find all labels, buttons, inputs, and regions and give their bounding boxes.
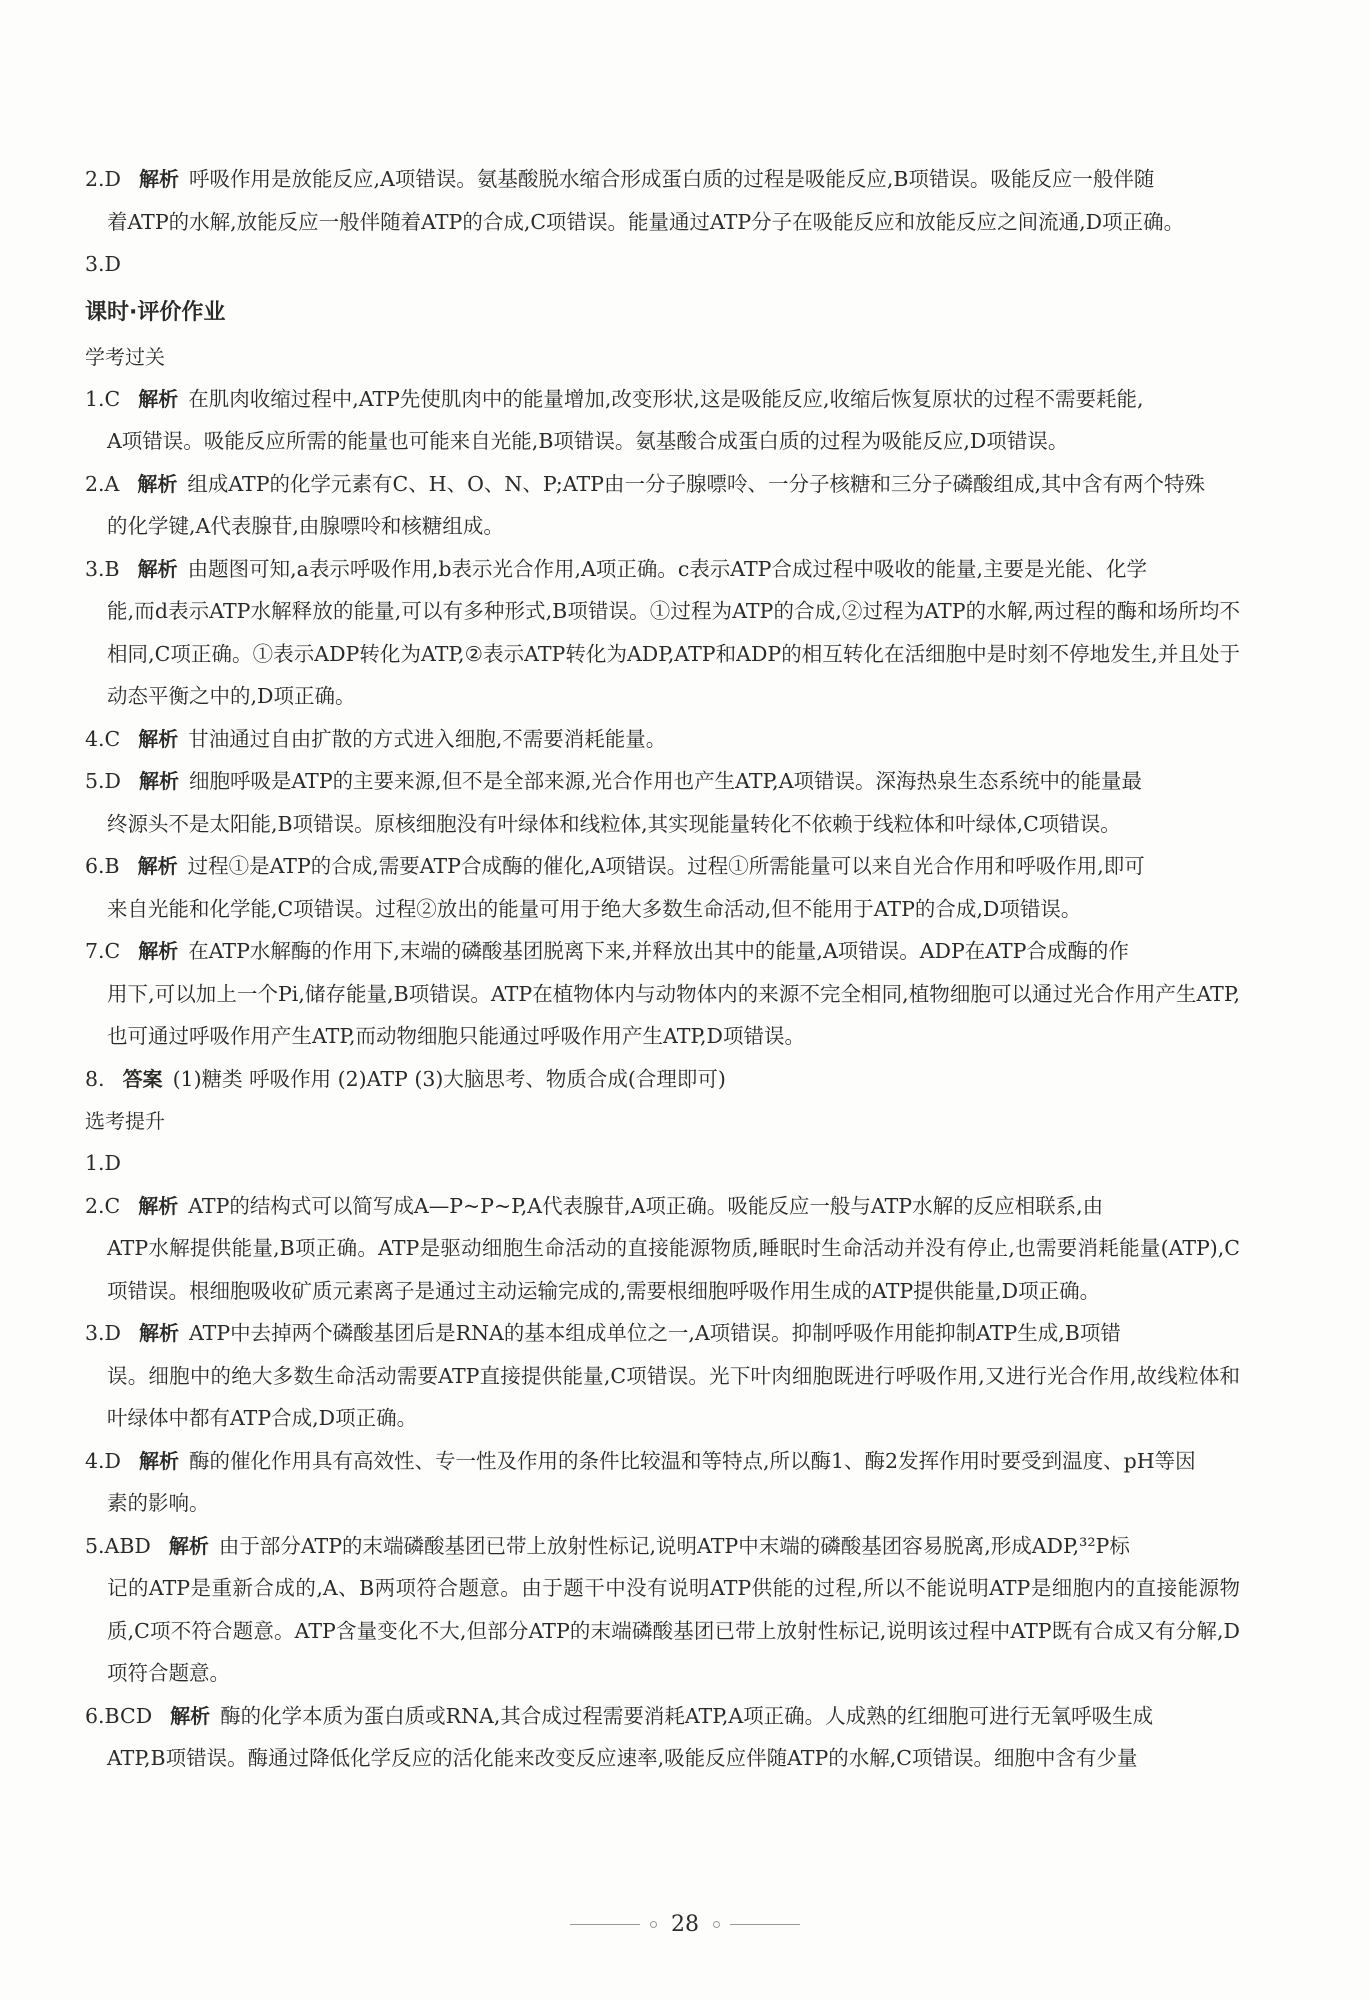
item-keyword: 解析 bbox=[139, 1321, 179, 1345]
item-text: 由于部分ATP的末端磷酸基团已带上放射性标记,说明ATP中末端的磷酸基团容易脱离,形成ADP,³²P标 bbox=[218, 1533, 1130, 1558]
item-text-continued: 记的ATP是重新合成的,A、B两项符合题意。由于题干中没有说明ATP供能的过程,所以不能说明ATP是细胞内的直接能源物质,C项不符合题意。ATP含量变化不大,但部分ATP的末端磷酸基团已带上放射性标记,说明该过程中ATP既有合成又有分解,D项符合题意。 bbox=[107, 1576, 1240, 1685]
answer-item bbox=[85, 930, 1240, 1058]
footer-dot-left bbox=[650, 1921, 657, 1928]
item-text-continued: ATP水解提供能量,B项正确。ATP是驱动细胞生命活动的直接能源物质,睡眠时生命活动并没有停止,也需要消耗能量(ATP),C项错误。根细胞吸收矿质元素离子是通过主动运输完成的,需要根细胞呼吸作用生成的ATP提供能量,D项正确。 bbox=[107, 1236, 1240, 1303]
item-text: 在ATP水解酶的作用下,末端的磷酸基团脱离下来,并释放出其中的能量,A项错误。ADP在ATP合成酶的作 bbox=[188, 939, 1129, 963]
answer-item bbox=[85, 1312, 1240, 1440]
item-number: 1.C bbox=[85, 386, 121, 411]
answer-item bbox=[85, 378, 1240, 463]
item-text-continued: 用下,可以加上一个Pi,储存能量,B项错误。ATP在植物体内与动物体内的来源不完全相同,植物细胞可以通过光合作用产生ATP,也可通过呼吸作用产生ATP,而动物细胞只能通过呼吸作用产生ATP,D项错误。 bbox=[107, 981, 1240, 1048]
item-keyword: 答案 bbox=[122, 1066, 163, 1091]
item-number: 8. bbox=[85, 1066, 105, 1091]
item-keyword: 解析 bbox=[170, 1703, 211, 1728]
item-number: 2.A bbox=[85, 471, 120, 496]
answer-item bbox=[85, 718, 1240, 761]
item-text: (1)糖类 呼吸作用 (2)ATP (3)大脑思考、物质合成(合理即可) bbox=[172, 1066, 726, 1091]
item-number: 6.BCD bbox=[85, 1703, 153, 1728]
page-footer bbox=[0, 1912, 1370, 1937]
item-text: 酶的化学本质为蛋白质或RNA,其合成过程需要消耗ATP,A项正确。人成熟的红细胞可进行无氧呼吸生成 bbox=[220, 1703, 1154, 1728]
item-number: 4.C bbox=[85, 726, 121, 751]
item-number: 6.B bbox=[85, 854, 120, 878]
item-keyword: 解析 bbox=[139, 769, 179, 793]
group-title-xuekao: 学考过关 bbox=[85, 344, 165, 369]
answer-item bbox=[85, 1142, 1240, 1185]
item-number: 7.C bbox=[85, 939, 121, 963]
item-number: 3.D bbox=[85, 1321, 121, 1345]
answer-item bbox=[85, 463, 1240, 548]
answer-item bbox=[85, 158, 1240, 243]
item-number: 2.C bbox=[85, 1193, 121, 1218]
item-keyword: 解析 bbox=[138, 1193, 179, 1218]
item-text: ATP中去掉两个磷酸基团后是RNA的基本组成单位之一,A项错误。抑制呼吸作用能抑制ATP生成,B项错 bbox=[189, 1321, 1121, 1345]
item-text: 甘油通过自由扩散的方式进入细胞,不需要消耗能量。 bbox=[188, 726, 667, 751]
answer-item bbox=[85, 1185, 1240, 1313]
item-number: 5.D bbox=[85, 769, 121, 793]
answer-item bbox=[85, 1695, 1240, 1780]
answer-item bbox=[85, 760, 1240, 845]
item-text: ATP的结构式可以简写成A—P~P~P,A代表腺苷,A项正确。吸能反应一般与ATP水解的反应相联系,由 bbox=[188, 1193, 1104, 1218]
item-number: 4.D bbox=[85, 1448, 121, 1473]
item-keyword: 解析 bbox=[138, 939, 179, 963]
answer-item bbox=[85, 548, 1240, 718]
item-text: 呼吸作用是放能反应,A项错误。氨基酸脱水缩合形成蛋白质的过程是吸能反应,B项错误。吸能反应一般伴随 bbox=[189, 167, 1155, 191]
item-text-continued: ATP,B项错误。酶通过降低化学反应的活化能来改变反应速率,吸能反应伴随ATP的水解,C项错误。细胞中含有少量 bbox=[107, 1746, 1138, 1770]
item-text-continued: 的化学键,A代表腺苷,由腺嘌呤和核糖组成。 bbox=[107, 514, 504, 538]
item-keyword: 解析 bbox=[137, 556, 178, 581]
item-keyword: 解析 bbox=[137, 471, 178, 496]
section-title: 课时·评价作业 bbox=[85, 299, 226, 325]
item-number: 2.D bbox=[85, 167, 121, 191]
item-keyword: 解析 bbox=[139, 167, 179, 191]
answer-item bbox=[85, 1058, 1240, 1101]
item-text-continued: 能,而d表示ATP水解释放的能量,可以有多种形式,B项错误。①过程为ATP的合成,②过程为ATP的水解,两过程的酶和场所均不相同,C项正确。①表示ADP转化为ATP,②表示ATP转化为ADP,ATP和ADP的相互转化在活细胞中是时刻不停地发生,并且处于动态平衡之中的,D项正确。 bbox=[107, 599, 1240, 708]
item-text-continued: 来自光能和化学能,C项错误。过程②放出的能量可用于绝大多数生命活动,但不能用于ATP的合成,D项错误。 bbox=[107, 896, 1082, 921]
group-xuekao bbox=[85, 378, 1240, 1101]
item-keyword: 解析 bbox=[138, 726, 179, 751]
item-text-continued: 素的影响。 bbox=[107, 1491, 210, 1515]
page-number: 28 bbox=[671, 1912, 699, 1937]
item-text-continued: 着ATP的水解,放能反应一般伴随着ATP的合成,C项错误。能量通过ATP分子在吸能反应和放能反应之间流通,D项正确。 bbox=[107, 209, 1185, 234]
item-keyword: 解析 bbox=[138, 386, 179, 411]
group-xuankao bbox=[85, 1142, 1240, 1780]
item-text: 在肌肉收缩过程中,ATP先使肌肉中的能量增加,改变形状,这是吸能反应,收缩后恢复原状的过程不需要耗能, bbox=[188, 386, 1144, 411]
item-number: 3.B bbox=[85, 556, 120, 581]
item-keyword: 解析 bbox=[137, 854, 178, 878]
top-items bbox=[85, 158, 1240, 286]
item-text: 组成ATP的化学元素有C、H、O、N、P;ATP由一分子腺嘌呤、一分子核糖和三分子磷酸组成,其中含有两个特殊 bbox=[187, 471, 1205, 496]
item-number: 5.ABD bbox=[85, 1533, 151, 1558]
item-text: 由题图可知,a表示呼吸作用,b表示光合作用,A项正确。c表示ATP合成过程中吸收的能量,主要是光能、化学 bbox=[187, 556, 1147, 581]
footer-rule-left bbox=[570, 1924, 640, 1925]
item-text-continued: A项错误。吸能反应所需的能量也可能来自光能,B项错误。氨基酸合成蛋白质的过程为吸能反应,D项错误。 bbox=[107, 429, 1069, 453]
answer-item bbox=[85, 243, 1240, 286]
item-text-continued: 误。细胞中的绝大多数生命活动需要ATP直接提供能量,C项错误。光下叶肉细胞既进行呼吸作用,又进行光合作用,故线粒体和叶绿体中都有ATP合成,D项正确。 bbox=[107, 1363, 1240, 1430]
answer-item bbox=[85, 1525, 1240, 1695]
answer-item bbox=[85, 845, 1240, 930]
item-text: 细胞呼吸是ATP的主要来源,但不是全部来源,光合作用也产生ATP,A项错误。深海热泉生态系统中的能量最 bbox=[189, 769, 1142, 793]
footer-rule-right bbox=[730, 1924, 800, 1925]
footer-dot-right bbox=[713, 1921, 720, 1928]
item-number: 1.D bbox=[85, 1151, 121, 1175]
answer-item bbox=[85, 1440, 1240, 1525]
item-text: 酶的催化作用具有高效性、专一性及作用的条件比较温和等特点,所以酶1、酶2发挥作用时要受到温度、pH等因 bbox=[189, 1448, 1196, 1473]
item-keyword: 解析 bbox=[139, 1448, 179, 1473]
item-keyword: 解析 bbox=[168, 1533, 209, 1558]
item-text-continued: 终源头不是太阳能,B项错误。原核细胞没有叶绿体和线粒体,其实现能量转化不依赖于线粒体和叶绿体,C项错误。 bbox=[107, 811, 1121, 836]
item-number: 3.D bbox=[85, 252, 121, 276]
group-title-xuankao: 选考提升 bbox=[85, 1109, 165, 1133]
item-text: 过程①是ATP的合成,需要ATP合成酶的催化,A项错误。过程①所需能量可以来自光合作用和呼吸作用,即可 bbox=[187, 854, 1145, 878]
